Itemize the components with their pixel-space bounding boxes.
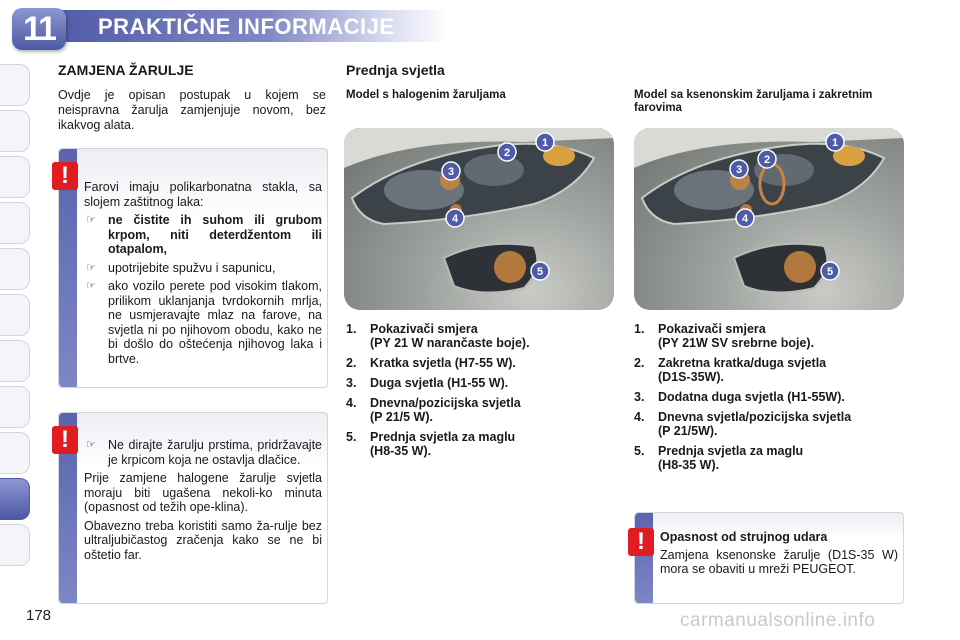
halogen-bulb-list [346, 322, 616, 464]
danger-text [660, 530, 898, 577]
svg-text:5: 5 [826, 266, 834, 278]
side-tab[interactable] [0, 64, 30, 106]
side-tab-active[interactable] [0, 478, 30, 520]
pointing-hand-icon: ☞ [86, 261, 96, 274]
page-header [0, 0, 960, 48]
list-item: 1. Pokazivači smjera (PY 21W SV srebrne boje). [634, 322, 815, 350]
side-tab[interactable] [0, 432, 30, 474]
side-tab[interactable] [0, 248, 30, 290]
list-item: ☞ upotrijebite spužvu i sapunicu, [86, 260, 276, 275]
svg-text:3: 3 [735, 164, 743, 176]
svg-text:4: 4 [451, 213, 459, 225]
pointing-hand-icon: ☞ [86, 214, 96, 226]
xenon-headlight-photo [634, 128, 904, 310]
list-item: ☞ Ne dirajte žarulju prstima, pridržavajte je krpicom koja ne ostavlja dlačice. [86, 438, 322, 467]
list-item: 5. Prednja svjetla za maglu (H8-35 W). [346, 430, 516, 458]
halogen-headlight-photo [344, 128, 614, 310]
xenon-model-title: Model sa ksenonskim žaruljama i zakretnim farovima [634, 89, 873, 114]
svg-text:1: 1 [541, 137, 549, 149]
intro-text: Ovdje je opisan postupak u kojem se neispravna žarulja zamjenjuje novom, bez ikakvog alata. [58, 88, 326, 132]
side-tab[interactable] [0, 202, 30, 244]
warning-1-intro: Farovi imaju polikarbonatna stakla, sa slojem zaštitnog laka: [84, 180, 322, 209]
svg-text:3: 3 [447, 166, 455, 178]
headlight-illustration [634, 128, 904, 310]
list-item: 5. Prednja svjetla za maglu (H8-35 W). [634, 444, 804, 472]
side-tab[interactable] [0, 386, 30, 428]
side-tab[interactable] [0, 524, 30, 566]
chapter-side-tabs [0, 64, 34, 570]
list-item: 4. Dnevna svjetla/pozicijska svjetla (P 21/5W). [634, 410, 852, 438]
warning-strip [635, 513, 653, 603]
warning-2-list [84, 438, 322, 467]
page-number: 178 [26, 607, 52, 624]
list-item: 3. Dodatna duga svjetla (H1-55W). [634, 390, 845, 404]
section-title: ZAMJENA ŽARULJE [58, 62, 194, 78]
danger-body: Zamjena ksenonske žarulje (D1S-35 W) mora se obaviti u mreži PEUGEOT. [660, 547, 898, 576]
xenon-bulb-list [634, 322, 914, 478]
warning-2-para-1: Prije zamjene halogene žarulje svjetla moraju biti ugašena nekoli-ko minuta (opasnost od težih ope-klina). [84, 471, 322, 514]
page-title: PRAKTIČNE INFORMACIJE [98, 14, 395, 39]
pointing-hand-icon: ☞ [86, 280, 96, 292]
list-item: 4. Dnevna/pozicijska svjetla (P 21/5 W). [346, 396, 521, 424]
list-item: 3. Duga svjetla (H1-55 W). [346, 376, 509, 390]
exclamation-icon: ! [628, 528, 654, 556]
list-item: ☞ ne čistite ih suhom ili grubom krpom, niti deterdžentom ili otapalom, [86, 213, 322, 256]
chapter-number: 11 [23, 9, 55, 48]
headlight-illustration [344, 128, 614, 310]
warning-1-text [84, 180, 322, 366]
pointing-hand-icon: ☞ [86, 439, 96, 451]
danger-title: Opasnost od strujnog udara [660, 530, 828, 544]
list-item: 2. Kratka svjetla (H7-55 W). [346, 356, 516, 370]
svg-text:2: 2 [503, 147, 511, 159]
svg-text:5: 5 [536, 266, 544, 278]
side-tab[interactable] [0, 340, 30, 382]
svg-text:1: 1 [831, 137, 839, 149]
list-item: 2. Zakretna kratka/duga svjetla (D1S-35W). [634, 356, 827, 384]
halogen-model-title: Model s halogenim žaruljama [346, 89, 506, 101]
subsection-title: Prednja svjetla [346, 62, 445, 78]
side-tab[interactable] [0, 294, 30, 336]
list-item: ☞ ako vozilo perete pod visokim tlakom, prilikom uklanjanja tvrdokornih mrlja, ne usmjeravajte mlaz na farove, na svjetla ni po njihovom obodu, kako ne bi došlo do oštećenja njihovog laka i brtve. [86, 279, 322, 366]
warning-1-list [84, 213, 322, 366]
svg-text:4: 4 [741, 213, 749, 225]
side-tab[interactable] [0, 110, 30, 152]
exclamation-icon: ! [52, 426, 78, 454]
watermark: carmanualsonline.info [680, 610, 876, 631]
list-item: 1. Pokazivači smjera (PY 21 W narančaste boje). [346, 322, 530, 350]
exclamation-icon: ! [52, 162, 78, 190]
side-tab[interactable] [0, 156, 30, 198]
warning-2-text [84, 438, 322, 562]
svg-text:2: 2 [763, 154, 771, 166]
warning-2-para-2: Obavezno treba koristiti samo ža-rulje bez ultraljubičastog zračenja kako se ne bi oštetio far. [84, 518, 322, 562]
